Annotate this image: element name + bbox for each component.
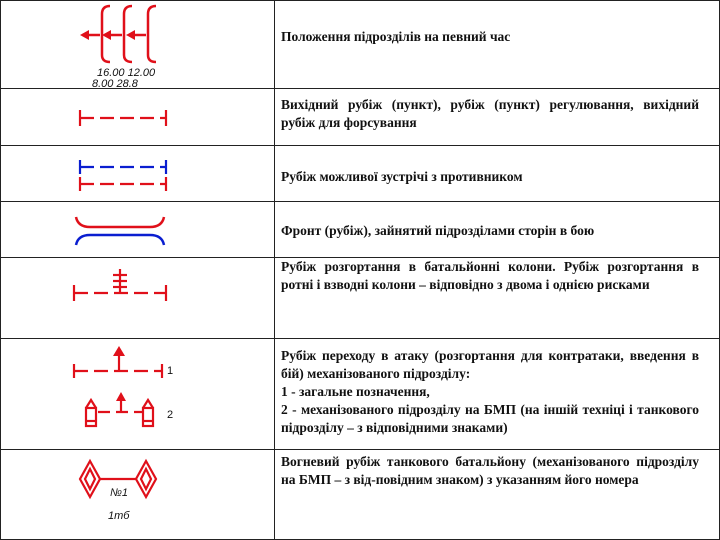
starting-line-symbol xyxy=(0,88,274,145)
fire-number-label: №1 xyxy=(110,487,129,499)
row-desc-meeting-line: Рубіж можливої зустрічі з противником xyxy=(281,169,523,184)
attack-line-symbol-bmp xyxy=(0,390,274,440)
attack-label-1: 1 xyxy=(167,365,174,377)
front-line-symbol xyxy=(0,201,274,257)
fire-unit-label: 1тб xyxy=(108,510,130,522)
attack-desc-line-3: 2 - механізованого підрозділу на БМП (на іншій техніці і танкового підрозділу – з відповідними знаками) xyxy=(281,402,699,435)
attack-desc-line-2: 1 - загальне позначення, xyxy=(281,384,430,399)
row-desc-position: Положення підрозділів на певний час xyxy=(281,29,511,44)
row-desc-starting-line: Вихідний рубіж (пункт), рубіж (пункт) регулювання, вихідний рубіж для форсування xyxy=(281,97,699,130)
row-desc-firing-line: Вогневий рубіж танкового батальйону (механізованого підрозділу на БМП – з від-повідним знаком) з указанням його номера xyxy=(281,454,699,487)
firing-line-symbol xyxy=(0,449,274,539)
attack-desc-line-1: Рубіж переходу в атаку (розгортання для контратаки, введення в бій) механізованого підрозділу: xyxy=(281,348,699,381)
time-label-top: 16.00 12.00 xyxy=(97,67,156,79)
deployment-line-symbol xyxy=(0,257,274,338)
attack-label-2: 2 xyxy=(167,409,174,421)
meeting-line-symbol xyxy=(0,145,274,201)
row-desc-attack-line xyxy=(281,347,699,437)
row-desc-front-line: Фронт (рубіж), зайнятий підрозділами сторін в бою xyxy=(281,223,595,238)
time-label-bottom: 8.00 28.8 xyxy=(92,78,138,90)
row-desc-deployment: Рубіж розгортання в батальйонні колони. Рубіж розгортання в ротні і взводні колони – відповідно з двома і однією рисками xyxy=(281,259,699,292)
attack-line-symbol-general xyxy=(0,338,274,388)
